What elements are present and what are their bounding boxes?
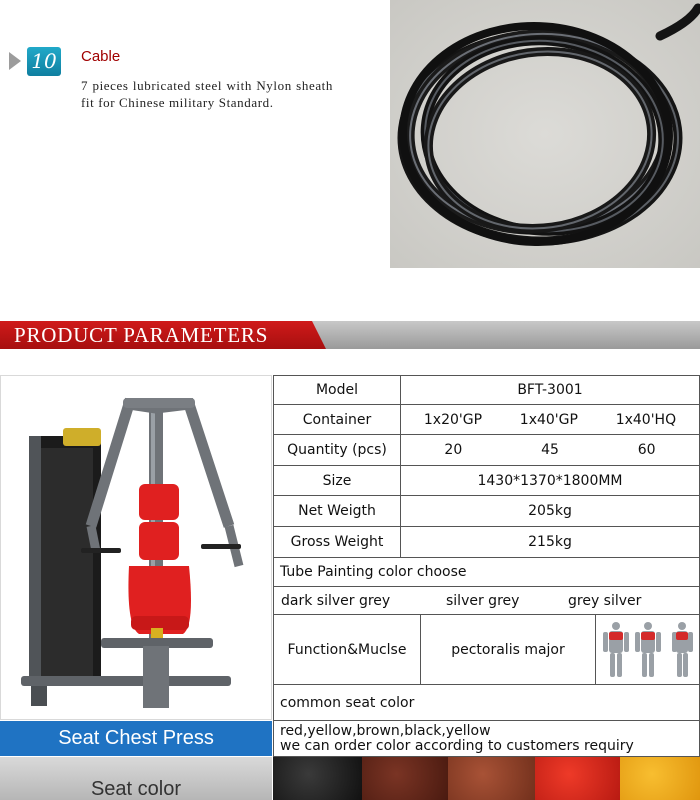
label-function: Function&Muclse bbox=[273, 614, 421, 685]
container-20gp: 1x20'GP bbox=[423, 411, 483, 428]
label-quantity: Quantity (pcs) bbox=[273, 434, 401, 466]
play-arrow-icon bbox=[9, 52, 21, 70]
swatch-brown bbox=[448, 757, 535, 800]
cable-photo bbox=[390, 0, 700, 268]
value-gross-weight: 215kg bbox=[400, 526, 700, 558]
muscle-diagram bbox=[595, 614, 700, 685]
label-common-seat-color: common seat color bbox=[273, 684, 700, 721]
tube-color-silver-grey: silver grey bbox=[446, 592, 520, 609]
tube-color-dark-silver-grey: dark silver grey bbox=[281, 592, 391, 609]
product-name-bar: Seat Chest Press bbox=[0, 721, 272, 756]
value-container bbox=[400, 404, 700, 435]
value-function: pectoralis major bbox=[420, 614, 596, 685]
value-size: 1430*1370*1800MM bbox=[400, 465, 700, 496]
product-image bbox=[0, 375, 272, 720]
value-net-weight: 205kg bbox=[400, 495, 700, 527]
label-size: Size bbox=[273, 465, 401, 496]
swatch-dark-brown bbox=[362, 757, 448, 800]
quantity-40hq: 60 bbox=[637, 442, 656, 458]
container-40gp: 1x40'GP bbox=[519, 411, 578, 428]
label-gross-weight: Gross Weight bbox=[273, 526, 401, 558]
label-net-weight: Net Weigth bbox=[273, 495, 401, 527]
value-model: BFT-3001 bbox=[400, 375, 700, 405]
seat-color-label: Seat color bbox=[0, 757, 272, 800]
label-tube-painting: Tube Painting color choose bbox=[273, 557, 700, 587]
feature-number-badge: 10 bbox=[27, 47, 61, 76]
tube-color-grey-silver: grey silver bbox=[568, 592, 642, 609]
seat-color-list: red,yellow,brown,black,yellow bbox=[280, 722, 491, 739]
quantity-20gp: 20 bbox=[444, 442, 463, 458]
container-40hq: 1x40'HQ bbox=[615, 411, 677, 428]
swatch-red bbox=[535, 757, 620, 800]
section-title: PRODUCT PARAMETERS bbox=[14, 323, 269, 347]
value-seat-colors bbox=[273, 720, 700, 757]
value-quantity bbox=[400, 434, 700, 466]
label-model: Model bbox=[273, 375, 401, 405]
feature-title: Cable bbox=[81, 48, 121, 65]
swatch-black bbox=[273, 757, 362, 800]
seat-color-note: we can order color according to customers requiry bbox=[280, 737, 634, 754]
swatch-yellow bbox=[620, 757, 700, 800]
feature-description: 7 pieces lubricated steel with Nylon sheath fit for Chinese military Standard. bbox=[81, 78, 333, 110]
label-container: Container bbox=[273, 404, 401, 435]
quantity-40gp: 45 bbox=[541, 442, 559, 458]
tube-color-options bbox=[273, 586, 700, 615]
